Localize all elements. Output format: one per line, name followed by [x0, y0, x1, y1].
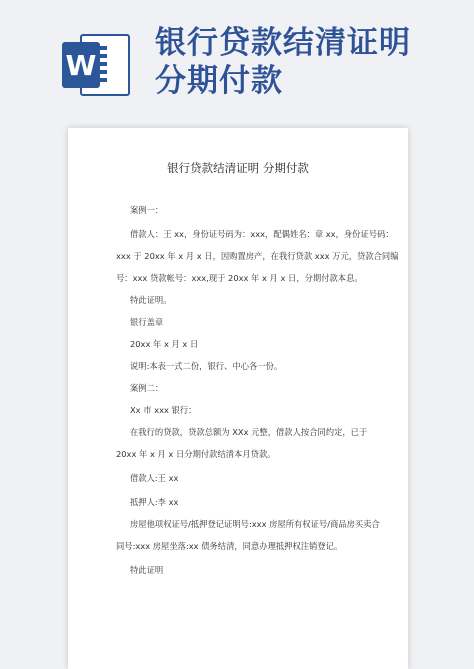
doc-line: 20xx 年 x 月 x 日 — [130, 339, 199, 349]
doc-line: 号：xxx 贷款帐号：xxx,现于 20xx 年 x 月 x 日，分期付款本息。 — [116, 273, 363, 283]
doc-line: 在我行的贷款，贷款总额为 XXx 元整，借款人按合同约定，已于 — [130, 427, 368, 437]
banner-title-line1: 银行贷款结清证明 — [155, 25, 411, 61]
doc-line: 特此证明。 — [130, 295, 172, 305]
header-banner — [0, 0, 474, 120]
doc-line: 借款人：王 xx，身份证号码为：xxx，配偶姓名：章 xx，身份证号码： — [130, 229, 394, 239]
word-w-badge — [62, 42, 100, 88]
doc-line: Xx 市 xxx 银行： — [130, 405, 197, 415]
doc-line: 案例一： — [130, 205, 164, 215]
document-title: 银行贷款结清证明 分期付款 — [167, 161, 309, 175]
doc-line: 特此证明 — [130, 565, 164, 575]
document-page — [68, 128, 408, 669]
doc-line: 房屋他项权证号/抵押登记证明号:xxx 房屋所有权证号/商品房买卖合 — [130, 519, 380, 529]
word-w-letter: W — [65, 48, 97, 82]
doc-line: 抵押人:李 xx — [130, 497, 179, 507]
doc-line: 说明:本表一式二份，银行、中心各一份。 — [130, 361, 283, 371]
doc-line: xxx 于 20xx 年 x 月 x 日，因购置房产，在我行贷款 xxx 万元，贷款合同编 — [116, 251, 399, 261]
doc-line: 案例二： — [130, 383, 164, 393]
word-doc-icon — [62, 34, 132, 96]
doc-line: 同号:xxx 房屋坐落:xx 债务结清，同意办理抵押权注销登记。 — [116, 541, 343, 551]
banner-title — [155, 24, 465, 100]
doc-line: 银行盖章 — [130, 317, 164, 327]
banner-title-line2: 分期付款 — [155, 63, 283, 99]
doc-line: 借款人:王 xx — [130, 473, 179, 483]
doc-line: 20xx 年 x 月 x 日分期付款结清本月贷款。 — [116, 449, 276, 459]
